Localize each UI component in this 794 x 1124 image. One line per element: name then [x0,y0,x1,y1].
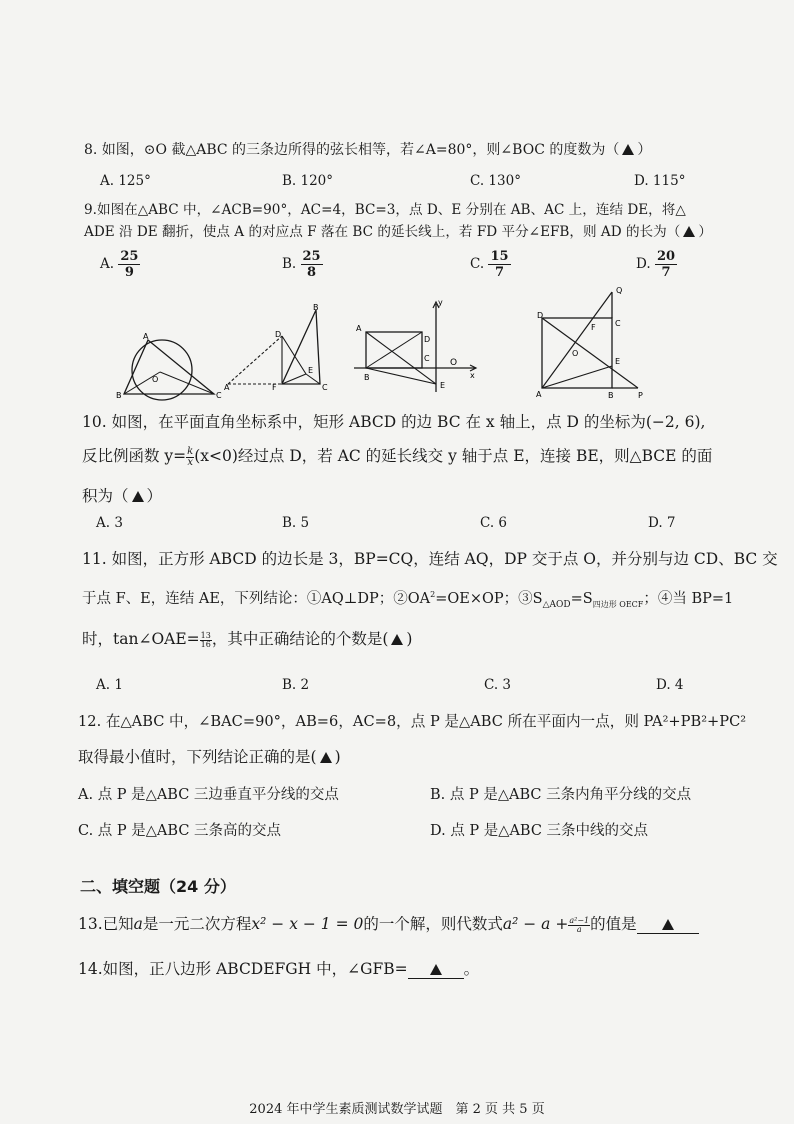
svg-text:E: E [615,357,621,366]
svg-text:C: C [216,391,222,400]
svg-text:C: C [424,354,430,363]
question-12-line1: 12. 在△ABC 中，∠BAC=90°，AB=6，AC=8，点 P 是△ABC 所在平面内一点，则 PA²+PB²+PC² [78,713,747,730]
svg-text:x: x [470,371,475,380]
q10-option-c: C. 6 [480,515,508,531]
svg-text:A: A [536,390,542,399]
answer-triangle-icon [683,226,695,237]
q12-option-d: D. 点 P 是△ABC 三条中线的交点 [430,823,649,839]
svg-text:F: F [591,323,596,332]
question-11-line2: 于点 F、E，连结 AE，下列结论：①AQ⊥DP；$②OA^2=OE\times OP$；$③S_{\triangle AOD}=S_{四边形 OECF}$；④当 BP=1 [82,590,734,610]
question-11-line1: 11. 如图，正方形 ABCD 的边长是 3，BP=CQ，连结 AQ，DP 交于点 O，并分别与边 CD、BC 交 [82,550,778,568]
question-10-line2: 反比例函数 y= $\frac{k}{x}$ (x<0)经过点 D，若 AC 的延长线交 y 轴于点 E，连接 BE，则△BCE 的面 [82,445,713,468]
q8-option-d: D. 115° [634,173,686,189]
svg-text:B: B [116,391,122,400]
q11-option-b: B. 2 [282,677,310,693]
question-8: 8. 如图，⊙O 截△ABC 的三条边所得的弦长相等，若∠A=80°，则∠BOC 的度数为（ ） [84,142,652,158]
q10-option-a: A. 3 [96,515,123,531]
svg-text:B: B [364,373,370,382]
figure-folded-triangle [224,302,334,394]
svg-text:B: B [313,303,319,312]
q11-option-d: D. 4 [656,677,684,693]
svg-text:F: F [272,383,277,392]
svg-text:C: C [615,319,621,328]
q11-option-c: C. 3 [484,677,512,693]
answer-triangle-icon [662,919,674,930]
svg-text:E: E [308,366,314,375]
svg-text:y: y [438,298,443,307]
question-14: 14.如图，正八边形 ABCDEFGH 中，∠GFB= 。 [78,960,480,978]
svg-text:O: O [450,358,458,368]
question-10-line3: 积为（ ） [82,487,163,505]
question-9-line2: ADE 沿 DE 翻折，使点 A 的对应点 F 落在 BC 的延长线上，若 FD 平分∠EFB，则 AD 的长为（ ） [84,224,712,240]
svg-text:C: C [322,383,328,392]
svg-text:D: D [275,330,282,339]
q12-option-b: B. 点 P 是△ABC 三条内角平分线的交点 [430,787,692,803]
svg-text:O: O [572,349,579,358]
svg-text:A: A [143,332,149,341]
q9-option-d: D. $\frac{20}{7}$ [636,249,676,280]
q9-option-c: C. $\frac{15}{7}$ [470,249,509,280]
q12-option-c: C. 点 P 是△ABC 三条高的交点 [78,823,282,839]
svg-text:D: D [537,311,544,320]
answer-triangle-icon [132,491,144,502]
q10-option-d: D. 7 [648,515,676,531]
svg-text:P: P [638,391,643,400]
svg-text:A: A [224,383,230,392]
svg-text:B: B [608,391,614,400]
question-11-line3: 时，tan∠OAE= $\frac{13}{16}$ ，其中正确结论的个数是( ) [82,630,413,649]
figure-circle-triangle [112,330,222,402]
figure-coordinate-rectangle [350,298,480,394]
q11-option-a: A. 1 [96,677,123,693]
answer-triangle-icon [320,752,332,763]
question-10-line1: 10. 如图，在平面直角坐标系中，矩形 ABCD 的边 BC 在 x 轴上，点 D 的坐标为(−2, 6), [82,413,706,431]
svg-text:O: O [152,375,159,384]
svg-text:D: D [424,335,431,344]
q8-option-a: A. 125° [100,173,151,189]
svg-text:Q: Q [616,286,623,295]
answer-triangle-icon [622,144,634,155]
question-8-text: 8. 如图，⊙O 截△ABC 的三条边所得的弦长相等，若∠A=80°，则∠BOC 的度数为（ [84,142,620,158]
svg-text:A: A [356,324,362,333]
q12-option-a: A. 点 P 是△ABC 三边垂直平分线的交点 [78,787,339,803]
section-heading-fill-in: 二、填空题（24 分） [80,877,236,896]
answer-triangle-icon [430,964,442,975]
q8-option-c: C. 130° [470,173,521,189]
question-9-line1: 9.如图在△ABC 中，∠ACB=90°，AC=4，BC=3，点 D、E 分别在 AB、AC 上，连结 DE，将△ [84,202,686,218]
page-footer: 2024 年中学生素质测试数学试题 第 2 页 共 5 页 [249,1102,545,1117]
q10-option-b: B. 5 [282,515,310,531]
figure-square-intersection [532,284,662,400]
answer-blank [637,915,699,934]
question-13: 13.已知a是一元二次方程x² − x − 1 = 0的一个解，则代数式a² − a + $\frac{\text{a²−1}}{a}$ 的值是 [78,912,699,934]
question-12-line2: 取得最小值时，下列结论正确的是( ) [78,748,341,766]
answer-triangle-icon [391,634,403,645]
svg-text:E: E [440,381,446,390]
q9-option-a: A. $\frac{25}{9}$ [100,249,139,280]
q8-option-b: B. 120° [282,173,334,189]
answer-blank [408,960,464,979]
q9-option-b: B. $\frac{25}{8}$ [282,249,321,280]
